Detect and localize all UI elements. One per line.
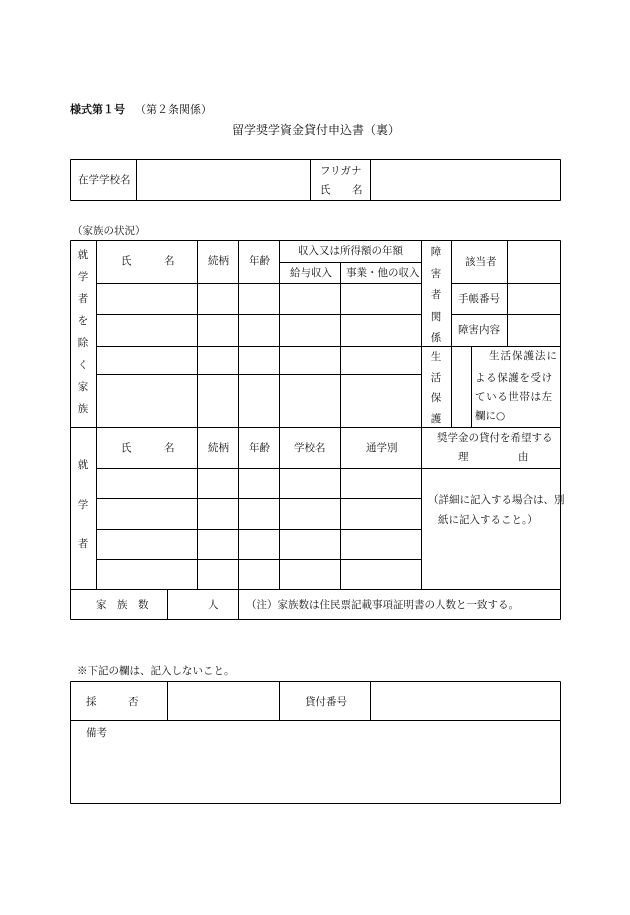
vertical-char: を (77, 315, 89, 327)
student-header-commute: 通学別 (366, 442, 398, 454)
welfare-note-1: 生活保護法に (489, 350, 558, 362)
non-student-side-label (70, 250, 96, 426)
student-side-text (70, 460, 96, 550)
student-side-label (70, 460, 96, 579)
non-student-side-text (70, 250, 96, 415)
vertical-char: 関 (430, 310, 442, 323)
vertical-char: 生 (430, 351, 442, 363)
header-name-2: 名 (164, 255, 175, 267)
welfare-note-3: ている世帯は左 (475, 391, 553, 403)
name-input[interactable] (371, 160, 560, 200)
student-header-name-2: 名 (164, 442, 175, 454)
vertical-char: 者 (77, 293, 89, 305)
approval-label-2: 否 (128, 696, 139, 708)
header-age: 年齢 (249, 255, 270, 267)
vertical-char: 活 (430, 371, 442, 384)
vertical-char: 族 (77, 403, 89, 415)
form-number: 様式第１号 (70, 103, 125, 116)
student-header-school: 学校名 (294, 442, 326, 454)
disability-side-label (421, 247, 451, 355)
welfare-side-label (421, 352, 451, 434)
student-header-relation: 続柄 (208, 442, 229, 454)
reason-note-1: （詳細に記入する場合は、別 (428, 494, 565, 506)
reason-header-2a: 理 (458, 451, 469, 463)
approval-label-1: 採 (86, 696, 97, 708)
welfare-note-2: よる保護を受け (475, 372, 553, 384)
header-income-other: 事業・他の収入 (346, 267, 420, 279)
header-relation: 続柄 (208, 255, 229, 267)
vertical-char: 障 (430, 246, 442, 258)
vertical-char: 除 (77, 337, 89, 349)
family-count-unit: 人 (208, 599, 219, 611)
furigana-label: フリガナ (320, 165, 362, 177)
family-count-label: 家 族 数 (96, 599, 149, 611)
vertical-char: 学 (77, 271, 89, 283)
vertical-char: 保 (430, 392, 442, 404)
student-header-age: 年齢 (249, 442, 270, 454)
loan-number-label: 貸付番号 (305, 696, 347, 708)
disability-side-text (421, 247, 451, 344)
vertical-char: 者 (77, 538, 89, 550)
family-count-note: （注）家族数は住民票記載事項証明書の人数と一致する。 (246, 599, 519, 611)
student-header-name-1: 氏 (121, 442, 132, 454)
vertical-char: 係 (430, 332, 442, 344)
reason-header-2b: 由 (518, 451, 529, 463)
page-title: 留学奨学資金貸付申込書（裏） (232, 123, 401, 137)
vertical-char: 就 (77, 249, 89, 261)
header-handbook-no: 手帳番号 (458, 293, 500, 305)
office-notice: ※下記の欄は、記入しないこと。 (77, 665, 235, 677)
header-disability-content: 障害内容 (458, 324, 500, 336)
form-relation: （第２条関係） (135, 103, 212, 116)
vertical-char: 害 (430, 267, 442, 280)
welfare-side-text (421, 352, 451, 424)
header-income-title: 収入又は所得額の年額 (298, 245, 403, 257)
vertical-char: 学 (77, 498, 89, 511)
school-input[interactable] (137, 160, 310, 200)
welfare-note (475, 351, 559, 430)
vertical-char: 就 (77, 459, 89, 471)
vertical-char: 者 (430, 289, 442, 301)
header-income-salary: 給与収入 (290, 267, 332, 279)
name-label-2: 名 (352, 184, 363, 196)
vertical-char: く (77, 359, 89, 371)
welfare-note-4: 欄に○ (475, 410, 506, 422)
name-label-1: 氏 (320, 184, 331, 196)
header-applicable: 該当者 (465, 256, 497, 268)
header-name-1: 氏 (121, 255, 132, 267)
reason-header-1: 奨学金の貸付を希望する (437, 432, 553, 444)
remarks-label: 備考 (86, 727, 107, 739)
reason-note-2: 紙に記入すること。） (438, 514, 538, 526)
family-section-label: （家族の状況） (72, 225, 146, 237)
vertical-char: 家 (77, 381, 89, 393)
vertical-char: 護 (430, 412, 442, 425)
school-label: 在学学校名 (78, 174, 131, 186)
